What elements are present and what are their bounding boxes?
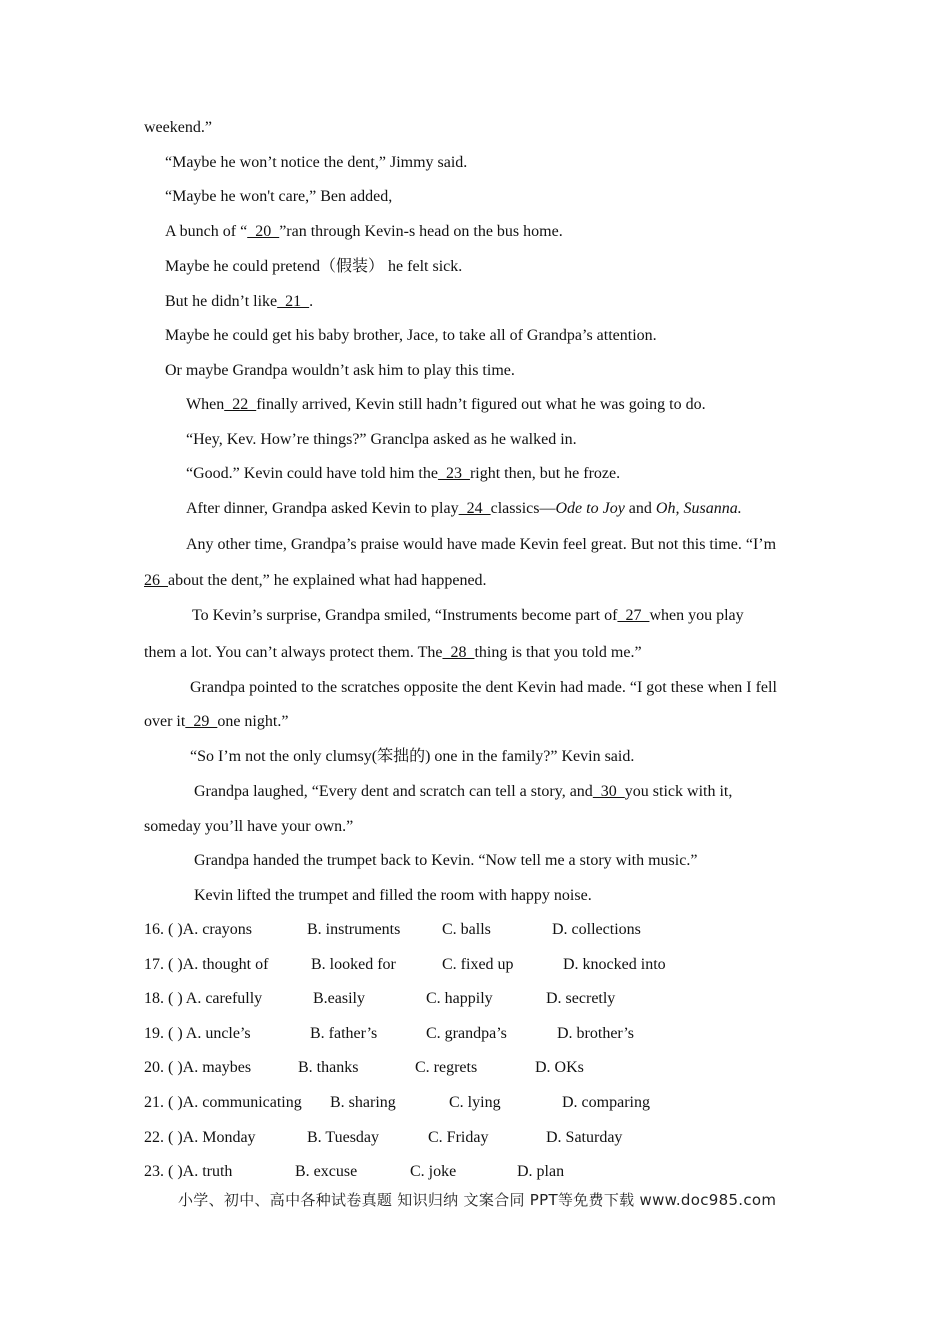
blank-30: 30 <box>592 783 625 800</box>
passage-line: Maybe he could get his baby brother, Jace, to take all of Grandpa’s attention. <box>165 327 657 344</box>
option-c: C. lying <box>449 1094 501 1111</box>
text-segment: over it <box>144 713 186 730</box>
option-d: D. OKs <box>535 1059 584 1076</box>
passage-line <box>194 782 732 802</box>
question-stem: 18. ( ) A. carefully <box>144 990 263 1007</box>
option-b: B. father’s <box>310 1025 378 1042</box>
option-d: D. secretly <box>546 990 616 1007</box>
text-segment: When <box>186 396 225 413</box>
question-stem: 20. ( )A. maybes <box>144 1059 252 1076</box>
option-d: D. brother’s <box>557 1025 635 1042</box>
song-title: Oh, Susanna. <box>655 500 742 517</box>
passage-line: Or maybe Grandpa wouldn’t ask him to play this time. <box>165 362 515 379</box>
option-c: C. grandpa’s <box>426 1025 507 1042</box>
question-stem: 21. ( )A. communicating <box>144 1094 302 1111</box>
passage-line <box>192 606 744 626</box>
question-stem: 23. ( )A. truth <box>144 1163 233 1180</box>
option-d: D. comparing <box>562 1094 650 1111</box>
blank-22: 22 <box>224 396 257 413</box>
passage-line: Any other time, Grandpa’s praise would have made Kevin feel great. But not this time. “I’m <box>186 536 777 553</box>
option-b: B. looked for <box>311 956 396 973</box>
text-segment: A bunch of “ <box>165 223 248 240</box>
option-d: D. plan <box>517 1163 565 1180</box>
text-segment: when you play <box>649 607 744 624</box>
text-segment: about the dent,” he explained what had happened. <box>168 572 487 589</box>
option-b: B. excuse <box>295 1163 358 1180</box>
passage-line: “Maybe he won’t notice the dent,” Jimmy said. <box>165 154 468 171</box>
text-segment: them a lot. You can’t always protect them. The <box>144 644 443 661</box>
passage-line <box>186 395 706 415</box>
passage-line: Grandpa pointed to the scratches opposite the dent Kevin had made. “I got these when I fell <box>190 679 777 696</box>
passage-line <box>186 499 742 519</box>
option-c: C. regrets <box>415 1059 478 1076</box>
text-segment: finally arrived, Kevin still hadn’t figured out what he was going to do. <box>256 396 706 413</box>
blank-21: 21 <box>277 293 310 310</box>
question-stem: 16. ( )A. crayons <box>144 921 252 938</box>
passage-line <box>144 712 288 732</box>
blank-20: 20 <box>247 223 280 240</box>
option-b: B.easily <box>313 990 365 1007</box>
text-segment: After dinner, Grandpa asked Kevin to play <box>186 500 459 517</box>
passage-line: Kevin lifted the trumpet and filled the room with happy noise. <box>194 887 592 904</box>
text-segment: But he didn’t like <box>165 293 278 310</box>
question-stem: 22. ( )A. Monday <box>144 1129 256 1146</box>
passage-line: “Hey, Kev. How’re things?” Granclpa asked as he walked in. <box>186 431 577 448</box>
blank-27: 27 <box>617 607 650 624</box>
text-segment: To Kevin’s surprise, Grandpa smiled, “Instruments become part of <box>192 607 618 624</box>
option-d: D. knocked into <box>563 956 666 973</box>
passage-line: “Maybe he won't care,” Ben added, <box>165 188 393 205</box>
text-segment: ”ran through Kevin-s head on the bus home. <box>279 223 563 240</box>
blank-29: 29 <box>185 713 218 730</box>
text-segment: you stick with it, <box>624 783 733 800</box>
passage-line: weekend.” <box>144 119 212 136</box>
text-segment: . <box>309 293 314 310</box>
option-b: B. Tuesday <box>307 1129 380 1146</box>
text-segment: thing is that you told me.” <box>474 644 642 661</box>
passage-line <box>165 222 563 242</box>
option-d: D. Saturday <box>546 1129 623 1146</box>
option-b: B. sharing <box>330 1094 396 1111</box>
option-d: D. collections <box>552 921 641 938</box>
passage-line <box>165 292 313 312</box>
option-c: C. Friday <box>428 1129 489 1146</box>
passage-line: “So I’m not the only clumsy(笨拙的) one in the family?” Kevin said. <box>190 748 635 765</box>
passage-line <box>144 643 642 663</box>
text-segment: and <box>624 500 656 517</box>
passage-line: someday you’ll have your own.” <box>144 818 354 835</box>
text-segment: right then, but he froze. <box>469 465 621 482</box>
text-segment: one night.” <box>217 713 289 730</box>
song-title: Ode to Joy <box>555 500 625 517</box>
option-b: B. thanks <box>298 1059 359 1076</box>
blank-23: 23 <box>437 465 470 482</box>
text-segment: classics— <box>490 500 556 517</box>
question-stem: 19. ( ) A. uncle’s <box>144 1025 251 1042</box>
text-segment: “Good.” Kevin could have told him the <box>186 465 438 482</box>
passage-line <box>144 571 487 591</box>
blank-24: 24 <box>458 500 491 517</box>
option-c: C. happily <box>426 990 493 1007</box>
blank-28: 28 <box>442 644 475 661</box>
blank-26: 26 <box>144 572 168 589</box>
option-c: C. balls <box>442 921 491 938</box>
question-stem: 17. ( )A. thought of <box>144 956 269 973</box>
footer-watermark: 小学、初中、高中各种试卷真题 知识归纳 文案合同 PPT等免费下载 www.doc985.com <box>178 1191 777 1209</box>
text-segment: Grandpa laughed, “Every dent and scratch can tell a story, and <box>194 783 593 800</box>
option-b: B. instruments <box>307 921 401 938</box>
passage-line: Grandpa handed the trumpet back to Kevin. “Now tell me a story with music.” <box>194 852 698 869</box>
passage-line <box>186 464 620 484</box>
option-c: C. fixed up <box>442 956 514 973</box>
passage-line: Maybe he could pretend（假装） he felt sick. <box>165 258 463 275</box>
option-c: C. joke <box>410 1163 457 1180</box>
